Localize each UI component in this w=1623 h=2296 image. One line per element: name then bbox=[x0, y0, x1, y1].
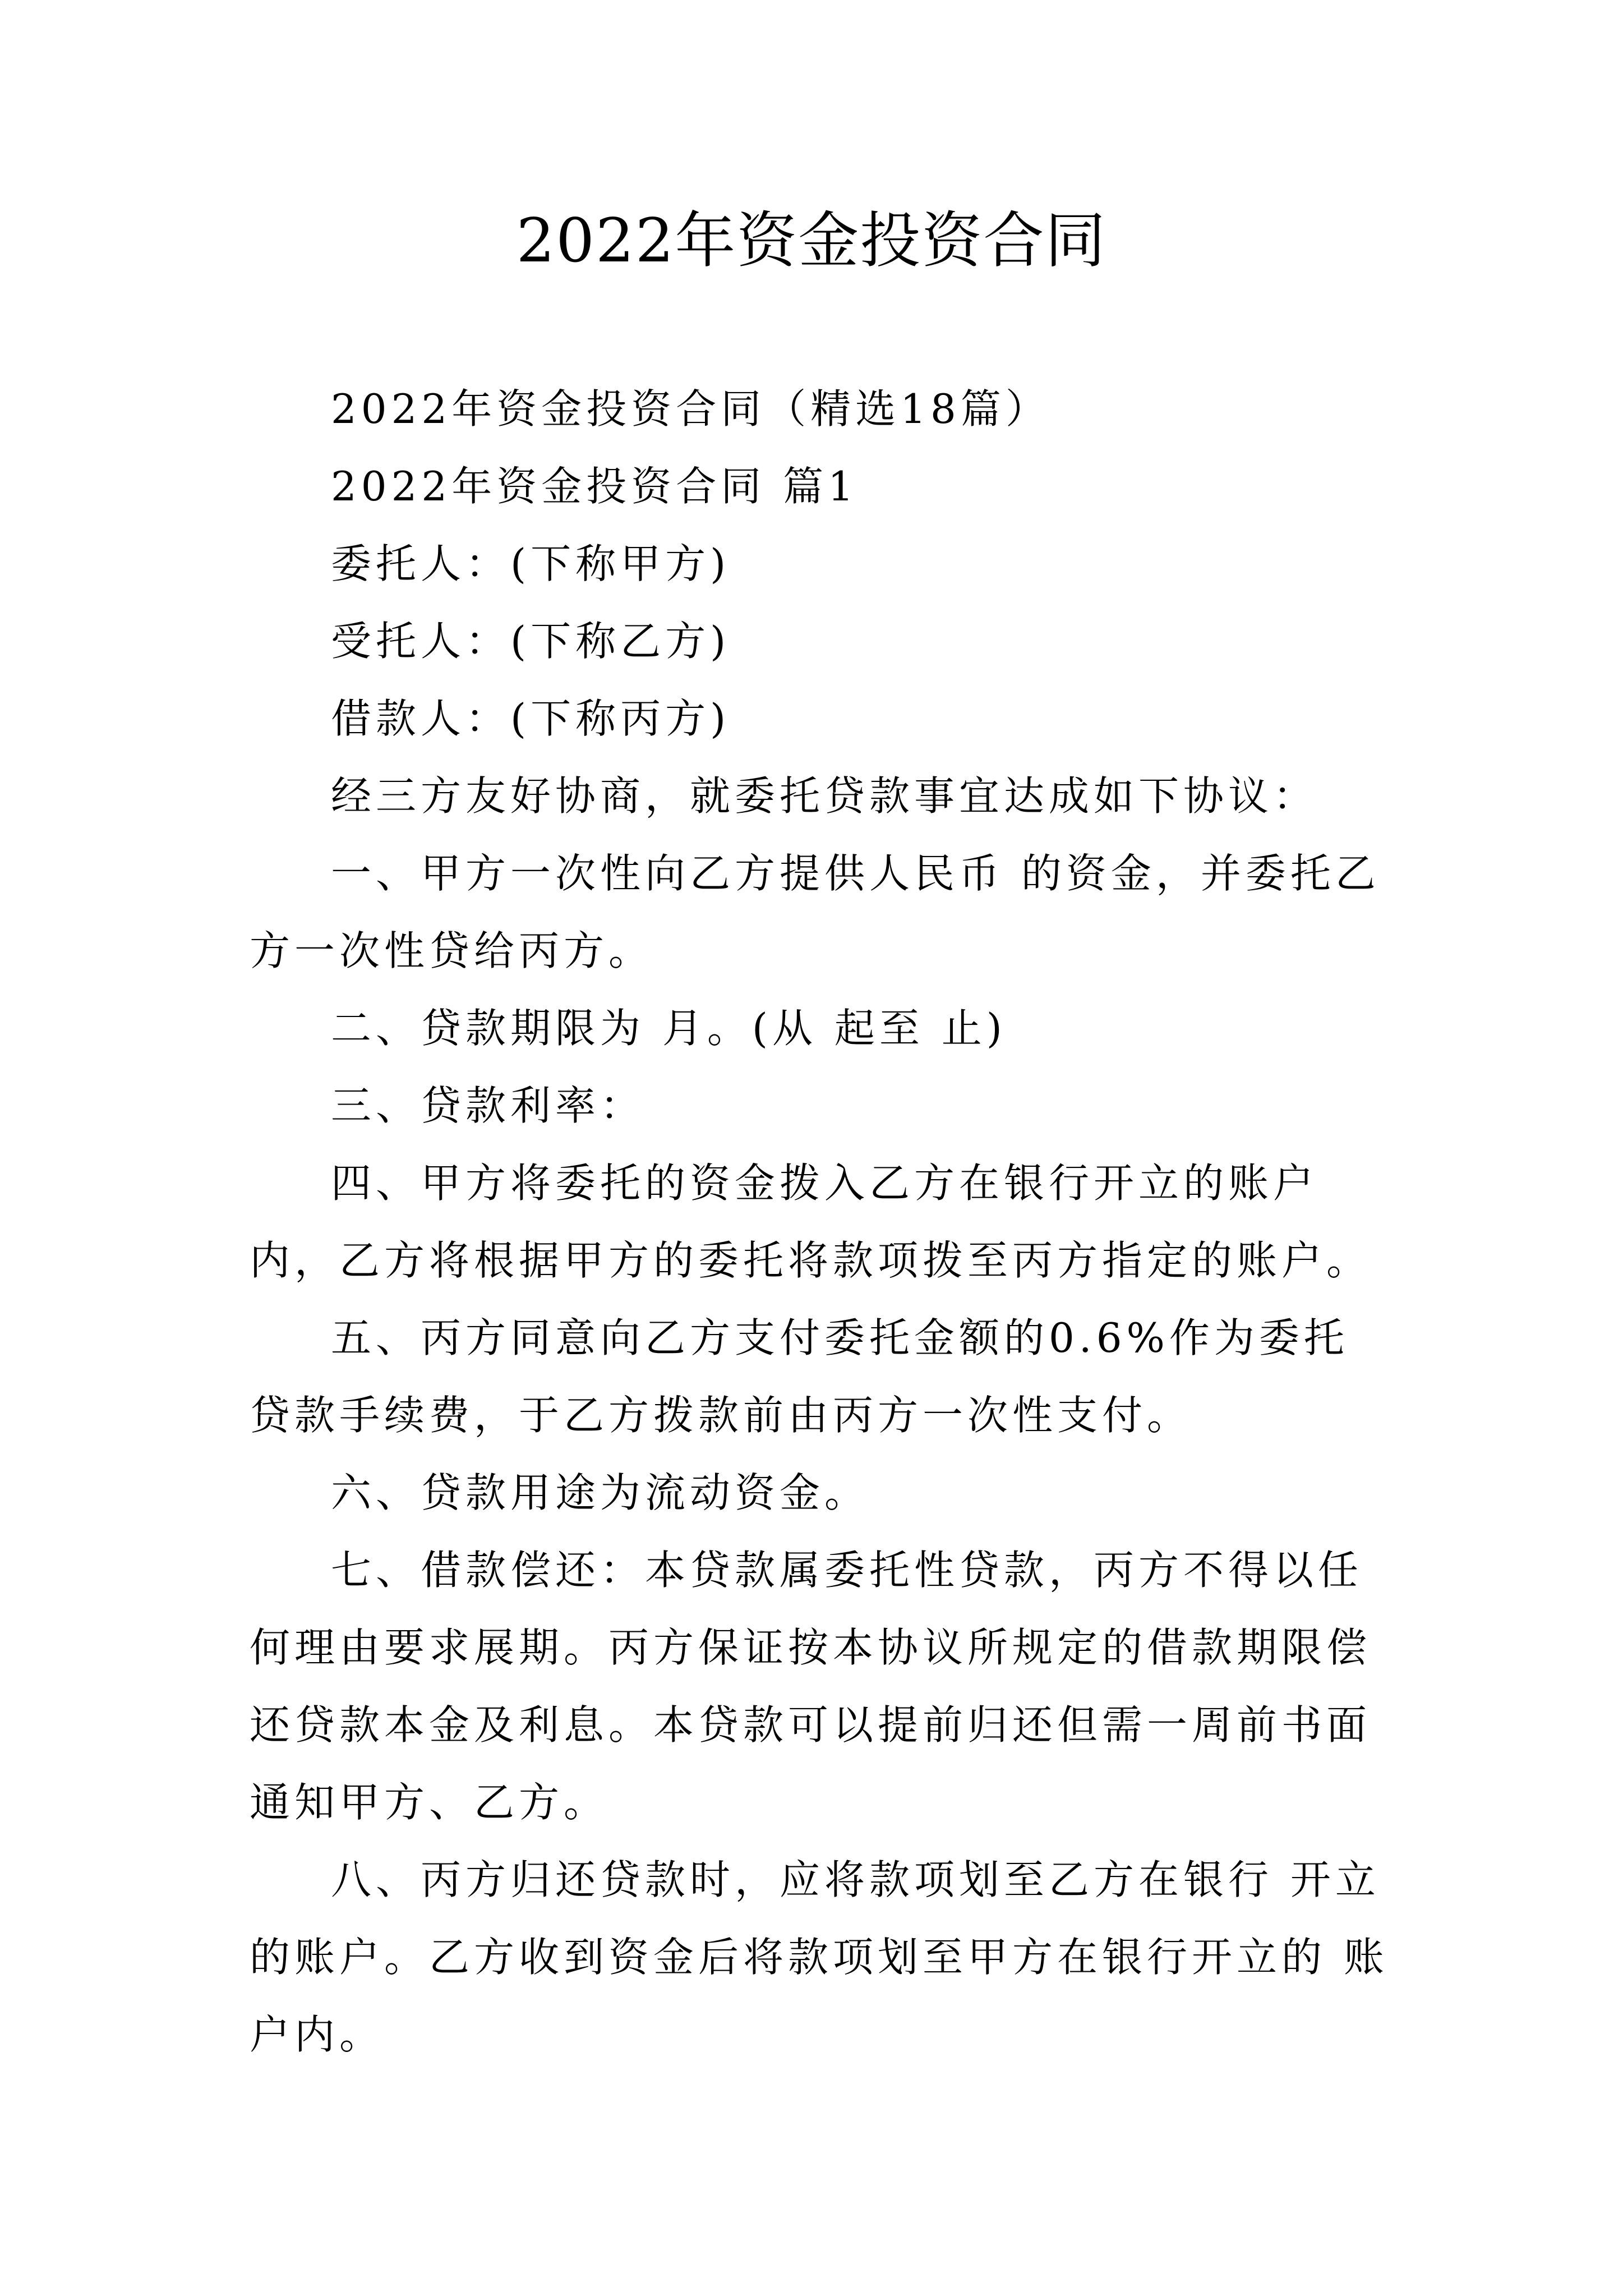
clause-5: 五、丙方同意向乙方支付委托金额的0.6%作为委托贷款手续费，于乙方拨款前由丙方一次性支付。 bbox=[250, 1314, 1349, 1439]
paragraph-preamble: 经三方友好协商，就委托贷款事宜达成如下协议： bbox=[331, 772, 1318, 820]
document-body bbox=[250, 370, 1391, 2073]
clause-8: 八、丙方归还贷款时，应将款项划至乙方在银行 开立的账户。乙方收到资金后将款项划至甲方在银行开立的 账户内。 bbox=[250, 1856, 1389, 2058]
paragraph-section-heading: 2022年资金投资合同 篇1 bbox=[331, 463, 858, 510]
document-title: 2022年资金投资合同 bbox=[516, 206, 1107, 276]
paragraph-party-a: 委托人：(下称甲方) bbox=[331, 540, 731, 587]
clause-6: 六、贷款用途为流动资金。 bbox=[331, 1469, 870, 1516]
clause-3: 三、贷款利率： bbox=[331, 1082, 645, 1129]
clause-7: 七、借款偿还：本贷款属委托性贷款，丙方不得以任何理由要求展期。丙方保证按本协议所规定的借款期限偿还贷款本金及利息。本贷款可以提前归还但需一周前书面通知甲方、乙方。 bbox=[250, 1547, 1372, 1826]
clause-1: 一、甲方一次性向乙方提供人民币 的资金，并委托乙方一次性贷给丙方。 bbox=[250, 850, 1380, 974]
paragraph-subtitle: 2022年资金投资合同（精选18篇） bbox=[331, 385, 1050, 432]
paragraph-party-b: 受托人：(下称乙方) bbox=[331, 618, 731, 665]
clause-4: 四、甲方将委托的资金拨入乙方在银行开立的账户内，乙方将根据甲方的委托将款项拨至丙方指定的账户。 bbox=[250, 1159, 1372, 1284]
paragraph-party-c: 借款人：(下称丙方) bbox=[331, 695, 731, 742]
clause-2: 二、贷款期限为 月。(从 起至 止) bbox=[331, 1005, 1007, 1052]
